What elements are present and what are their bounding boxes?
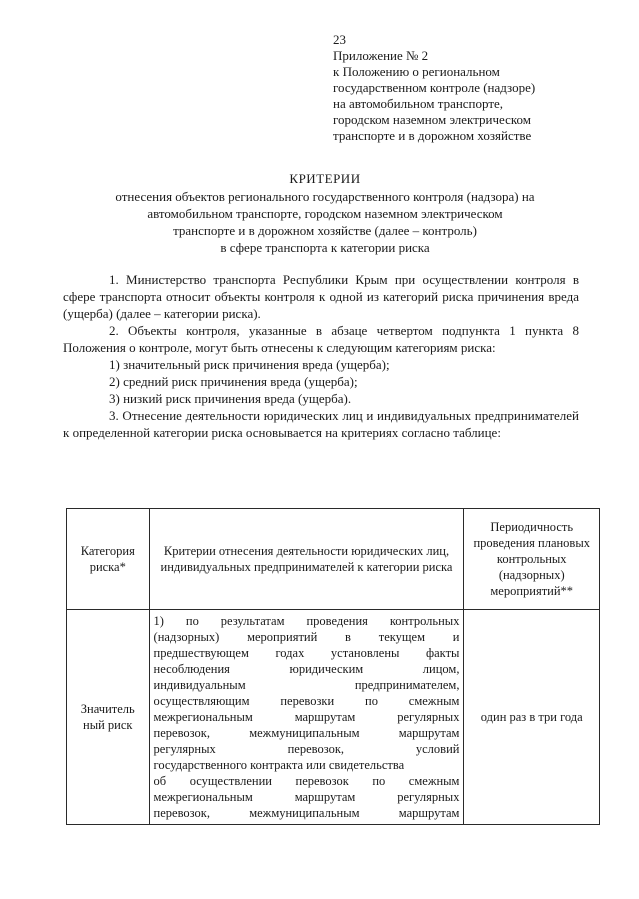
title-line: автомобильном транспорте, городском наземном электрическом: [147, 206, 503, 221]
row-criteria: [149, 610, 464, 825]
header-criteria: Критерии отнесения деятельности юридических лиц, индивидуальных предпринимателей к категории риска: [149, 509, 464, 610]
criteria-line: индивидуальным предпринимателем,: [153, 678, 460, 692]
title-line: транспорте и в дорожном хозяйстве (далее – контроль): [173, 223, 477, 238]
risk-list-item: 1) значительный риск причинения вреда (ущерба);: [109, 357, 390, 372]
title-line: отнесения объектов регионального государственного контроля (надзора) на: [115, 189, 535, 204]
annex-header: [333, 48, 633, 144]
risk-list-item: 2) средний риск причинения вреда (ущерба);: [109, 374, 358, 389]
row-frequency: один раз в три года: [464, 610, 600, 825]
header-category: Категория риска*: [67, 509, 150, 610]
paragraph-1: 1. Министерство транспорта Республики Крым при осуществлении контроля в сфере транспорта относит объекты контроля к одной из категорий риска причинения вреда (ущерба) (далее – категории риска).: [63, 272, 579, 321]
criteria-line: осуществляющим перевозки по смежным: [153, 694, 460, 708]
paragraph-2: 2. Объекты контроля, указанные в абзаце четвертом подпункта 1 пункта 8 Положения о контроле, могут быть отнесены к следующим категориям риска:: [63, 323, 579, 355]
annex-line: государственном контроле (надзоре): [333, 80, 536, 95]
criteria-line: об осуществлении перевозок по смежным: [153, 774, 460, 788]
annex-line: на автомобильном транспорте,: [333, 96, 504, 111]
criteria-table: [66, 508, 600, 825]
paragraph-3: 3. Отнесение деятельности юридических лиц и индивидуальных предпринимателей к определенной категории риска основывается на критериях согласно таблице:: [63, 408, 579, 440]
body-text: [63, 271, 579, 441]
annex-line: городском наземном электрическом: [333, 112, 532, 127]
criteria-line: межрегиональным маршрутам регулярных: [153, 790, 460, 804]
criteria-line: межрегиональным маршрутам регулярных: [153, 710, 460, 724]
document-title: КРИТЕРИИ: [289, 171, 361, 186]
criteria-line: несоблюдения юридическим лицом,: [153, 662, 460, 676]
criteria-line: (надзорных) мероприятий в текущем и: [153, 630, 460, 644]
criteria-line: перевозок, межмуниципальным маршрутам: [153, 726, 460, 740]
criteria-line: государственного контракта или свидетельства: [153, 758, 405, 772]
annex-line: Приложение № 2: [333, 48, 429, 63]
criteria-line: предшествующем годах установлены факты: [153, 646, 460, 660]
row-category: Значитель ный риск: [67, 610, 150, 825]
criteria-line: 1) по результатам проведения контрольных: [153, 614, 460, 628]
criteria-line: перевозок, межмуниципальным маршрутам: [153, 806, 460, 820]
title-line: в сфере транспорта к категории риска: [220, 240, 430, 255]
table-row: [67, 610, 600, 825]
annex-line: транспорте и в дорожном хозяйстве: [333, 128, 532, 143]
document-title-block: [60, 170, 590, 256]
header-frequency: Периодичность проведения плановых контрольных (надзорных) мероприятий**: [464, 509, 600, 610]
risk-list-item: 3) низкий риск причинения вреда (ущерба).: [109, 391, 352, 406]
table-header-row: [67, 509, 600, 610]
annex-line: к Положению о региональном: [333, 64, 500, 79]
page-number: 23: [333, 32, 346, 47]
criteria-line: регулярных перевозок, условий: [153, 742, 460, 756]
